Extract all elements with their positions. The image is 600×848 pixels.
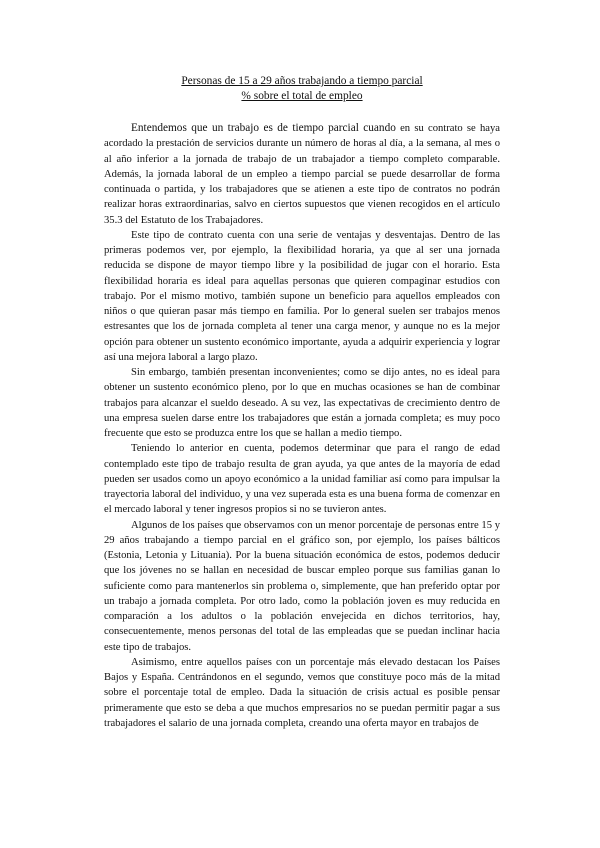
title-line-1: Personas de 15 a 29 años trabajando a tiempo parcial (181, 75, 423, 87)
document-page (104, 74, 500, 731)
paragraph-1-lead: Entendemos que un trabajo es de tiempo parcial cuando (131, 122, 396, 134)
paragraph-2: Este tipo de contrato cuenta con una serie de ventajas y desventajas. Dentro de las primeras podemos ver, por ejemplo, la flexibilidad horaria, ya que al ser una jornada reducida se dispone de mayor tiempo libre y la posibilidad de jugar con el horario. Esta flexibilidad horaria es ideal para aquellas personas que quieren compaginar estudios con trabajo. Por el mismo motivo, también supone un beneficio para aquellos empleados con niños o que quieran pasar más tiempo en familia. Por lo general suelen ser trabajos menos estresantes que los de jornada completa al tener una carga menor, y aunque no es la mejor opción para obtener un sustento económico importante, ayuda a adquirir experiencia y lograr así una mejora laboral a largo plazo. (104, 229, 500, 363)
paragraph-3: Sin embargo, también presentan inconvenientes; como se dijo antes, no es ideal para obtener un sustento económico pleno, por lo que en muchas ocasiones se han de combinar trabajos para alcanzar el sueldo deseado. A su vez, las expectativas de crecimiento dentro de una empresa suelen darse entre los trabajadores que están a jornada completa; es muy poco frecuente que esto se produzca entre los que se hallan a medio tiempo. (104, 367, 500, 439)
paragraph-1 (104, 121, 500, 228)
paragraph-5: Algunos de los países que observamos con un menor porcentaje de personas entre 15 y 29 años trabajando a tiempo parcial en el gráfico son, por ejemplo, los países bálticos (Estonia, Letonia y Lituania). Por la buena situación económica de estos, podemos deducir que los jóvenes no se hallan en necesidad de buscar empleo porque sus familias ganan lo suficiente como para mantenerlos sin problema o, simplemente, que han preferido optar por un trabajo a jornada completa. Por otro lado, como la población joven es muy reducida en comparación a los adultos o la población envejecida en dichos territorios, hay, consecuentemente, menos personas del total de las empleadas que se puedan inclinar hacia este tipo de trabajos. (104, 519, 500, 653)
paragraph-1-body: en su contrato se haya acordado la prestación de servicios durante un número de horas al día, a la semana, al mes o al año inferior a la jornada de trabajo de un trabajador a tiempo completo comparable. Además, la jornada laboral de un empleo a tiempo parcial se puede desarrollar de forma continuada o partida, y los trabajadores que se atienen a este tipo de contratos no podrán realizar horas extraordinarias, salvo en ciertos supuestos que vienen recogidos en el artículo 35.3 del Estatuto de los Trabajadores. (104, 123, 500, 226)
document-title (104, 74, 500, 104)
title-line-2: % sobre el total de empleo (241, 90, 363, 102)
paragraph-6: Asimismo, entre aquellos países con un porcentaje más elevado destacan los Países Bajos y España. Centrándonos en el segundo, vemos que constituye poco más de la mitad sobre el porcentaje total de empleo. Dada la situación de crisis actual es posible pensar primeramente que esto se deba a que muchos empresarios no se puedan permitir pagar a sus trabajadores el salario de una jornada completa, creando una oferta mayor en trabajos de (104, 656, 500, 729)
paragraph-4: Teniendo lo anterior en cuenta, podemos determinar que para el rango de edad contemplado este tipo de trabajo resulta de gran ayuda, ya que antes de la mayoría de edad pueden ser usados como un apoyo económico a la unidad familiar así como para impulsar la trayectoria laboral del individuo, y una vez superada esta es una buena forma de comenzar en el mercado laboral y tener ingresos propios si no se tuvieron antes. (104, 443, 500, 516)
